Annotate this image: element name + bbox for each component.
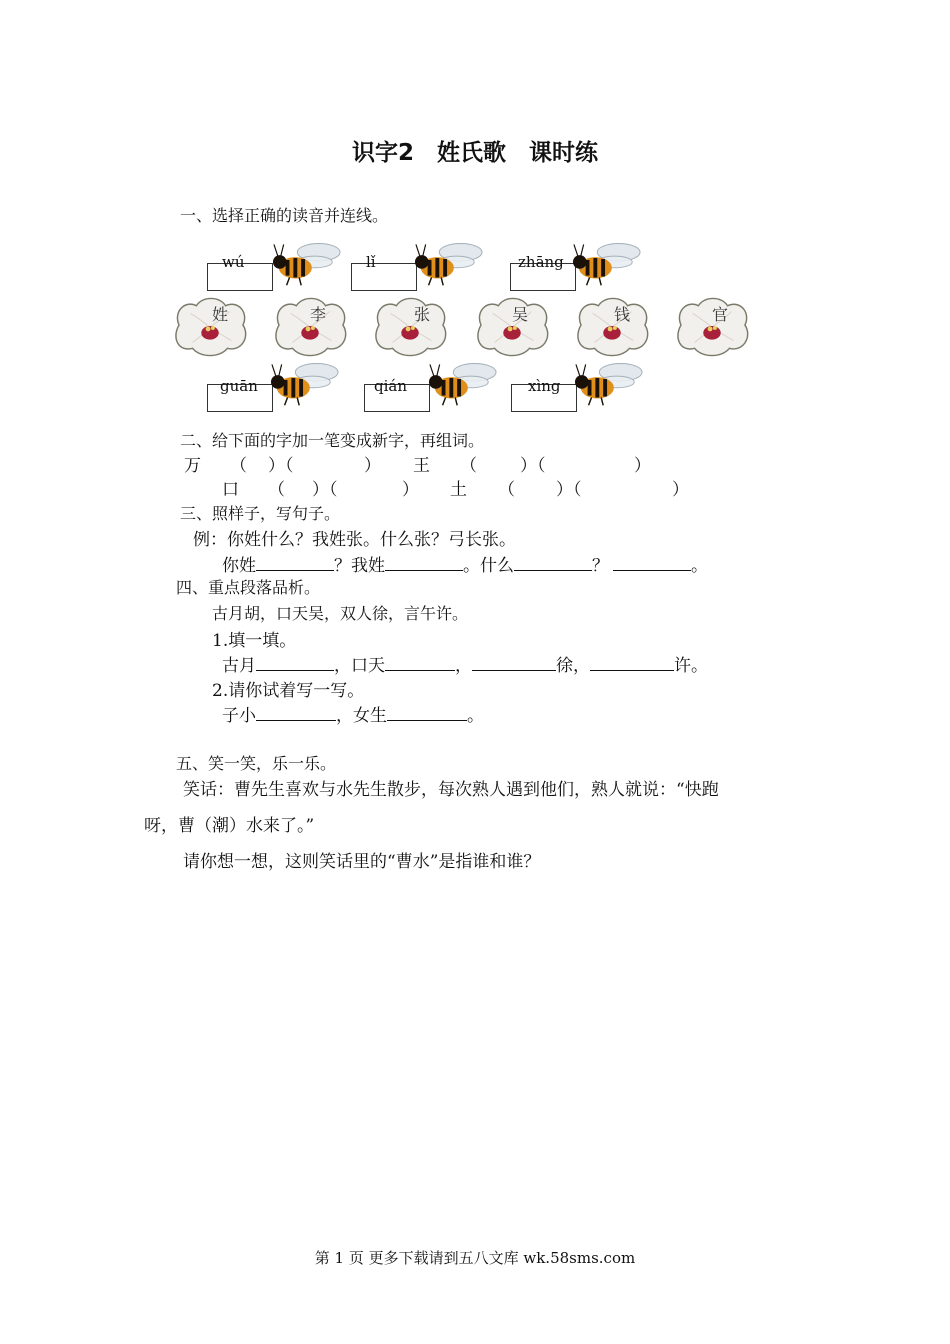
blank-field[interactable] — [385, 554, 463, 571]
passage-text: 古月胡，口天吴，双人徐，言午许。 — [212, 604, 469, 623]
blank-field[interactable] — [385, 654, 455, 671]
text-segment: ，口天 — [334, 656, 385, 676]
blank-field[interactable] — [256, 704, 336, 721]
sentence-template — [222, 551, 708, 576]
blank-field[interactable] — [472, 654, 556, 671]
pinyin-label: lǐ — [366, 253, 376, 271]
blank-field[interactable] — [387, 704, 467, 721]
text-segment: 子小 — [222, 706, 256, 726]
text-segment: 。 — [691, 556, 708, 576]
section4-heading: 四、重点段落品析。 — [176, 578, 321, 597]
character-label[interactable]: 吴 — [512, 305, 529, 324]
page-title: 识字2 姓氏歌 课时练 — [351, 140, 598, 166]
blank-field[interactable] — [256, 554, 334, 571]
character-label[interactable]: 官 — [712, 305, 729, 324]
text-segment: ？我姓 — [334, 556, 385, 576]
question-2: 2.请你试着写一写。 — [212, 681, 365, 701]
blank-field[interactable] — [514, 554, 592, 571]
paren: ）（ — [312, 480, 338, 500]
text-segment: ？ — [592, 556, 609, 576]
paren: ）（ — [556, 480, 582, 500]
pinyin-label: guān — [220, 377, 258, 395]
blank-field[interactable] — [256, 654, 334, 671]
bee-icon — [270, 352, 340, 408]
text-segment: 徐， — [556, 656, 590, 676]
flower-icon — [370, 296, 450, 358]
question-1: 1.填一填。 — [212, 631, 297, 651]
paren: ） — [672, 480, 689, 500]
pinyin-label: xìng — [528, 377, 561, 395]
pinyin-box[interactable] — [351, 263, 417, 291]
text-segment: 。 — [467, 706, 484, 726]
joke-line: 笑话：曹先生喜欢与水先生散步，每次熟人遇到他们，熟人就说：“快跑 — [183, 780, 719, 800]
flower-icon — [170, 296, 250, 358]
text-segment: ，女生 — [336, 706, 387, 726]
section1-heading: 一、选择正确的读音并连线。 — [180, 206, 389, 225]
bee-icon — [414, 232, 484, 288]
bee-icon — [572, 232, 642, 288]
character-label[interactable]: 钱 — [614, 305, 631, 324]
char-prompt: 王 — [413, 456, 430, 476]
text-segment: ， — [455, 656, 472, 676]
character-label[interactable]: 张 — [414, 305, 431, 324]
char-prompt: 口 — [222, 480, 239, 500]
paren: ）（ — [268, 456, 294, 476]
joke-line: 呀，曹（潮）水来了。” — [144, 816, 315, 836]
character-label[interactable]: 姓 — [212, 305, 229, 324]
page-footer: 第 1 页 更多下载请到五八文库 wk.58sms.com — [314, 1249, 636, 1267]
text-segment: 你姓 — [222, 556, 256, 576]
pinyin-label: wú — [222, 253, 245, 271]
section2-heading: 二、给下面的字加一笔变成新字，再组词。 — [180, 431, 485, 450]
text-segment: 许。 — [674, 656, 708, 676]
text-segment: 。什么 — [463, 556, 514, 576]
paren: ） — [402, 480, 419, 500]
bee-icon — [428, 352, 498, 408]
pinyin-label: zhāng — [518, 253, 564, 271]
blank-field[interactable] — [590, 654, 674, 671]
pinyin-label: qián — [374, 377, 408, 395]
paren: （ — [498, 480, 515, 500]
example-sentence: 例：你姓什么？我姓张。什么张？弓长张。 — [193, 530, 516, 550]
paren: ）（ — [520, 456, 546, 476]
blank-field[interactable] — [613, 554, 691, 571]
write-row — [222, 701, 484, 726]
char-prompt: 万 — [184, 456, 201, 476]
fill-row — [222, 651, 708, 676]
section3-heading: 三、照样子，写句子。 — [180, 504, 341, 523]
bee-icon — [574, 352, 644, 408]
paren: ） — [364, 456, 381, 476]
char-prompt: 土 — [450, 480, 467, 500]
section5-heading: 五、笑一笑，乐一乐。 — [176, 754, 337, 773]
paren: ） — [634, 456, 651, 476]
text-segment: 古月 — [222, 656, 256, 676]
paren: （ — [460, 456, 477, 476]
joke-question: 请你想一想，这则笑话里的“曹水”是指谁和谁？ — [183, 852, 541, 872]
paren: （ — [230, 456, 247, 476]
bee-icon — [272, 232, 342, 288]
character-label[interactable]: 李 — [310, 305, 327, 324]
flower-icon — [572, 296, 652, 358]
paren: （ — [268, 480, 285, 500]
